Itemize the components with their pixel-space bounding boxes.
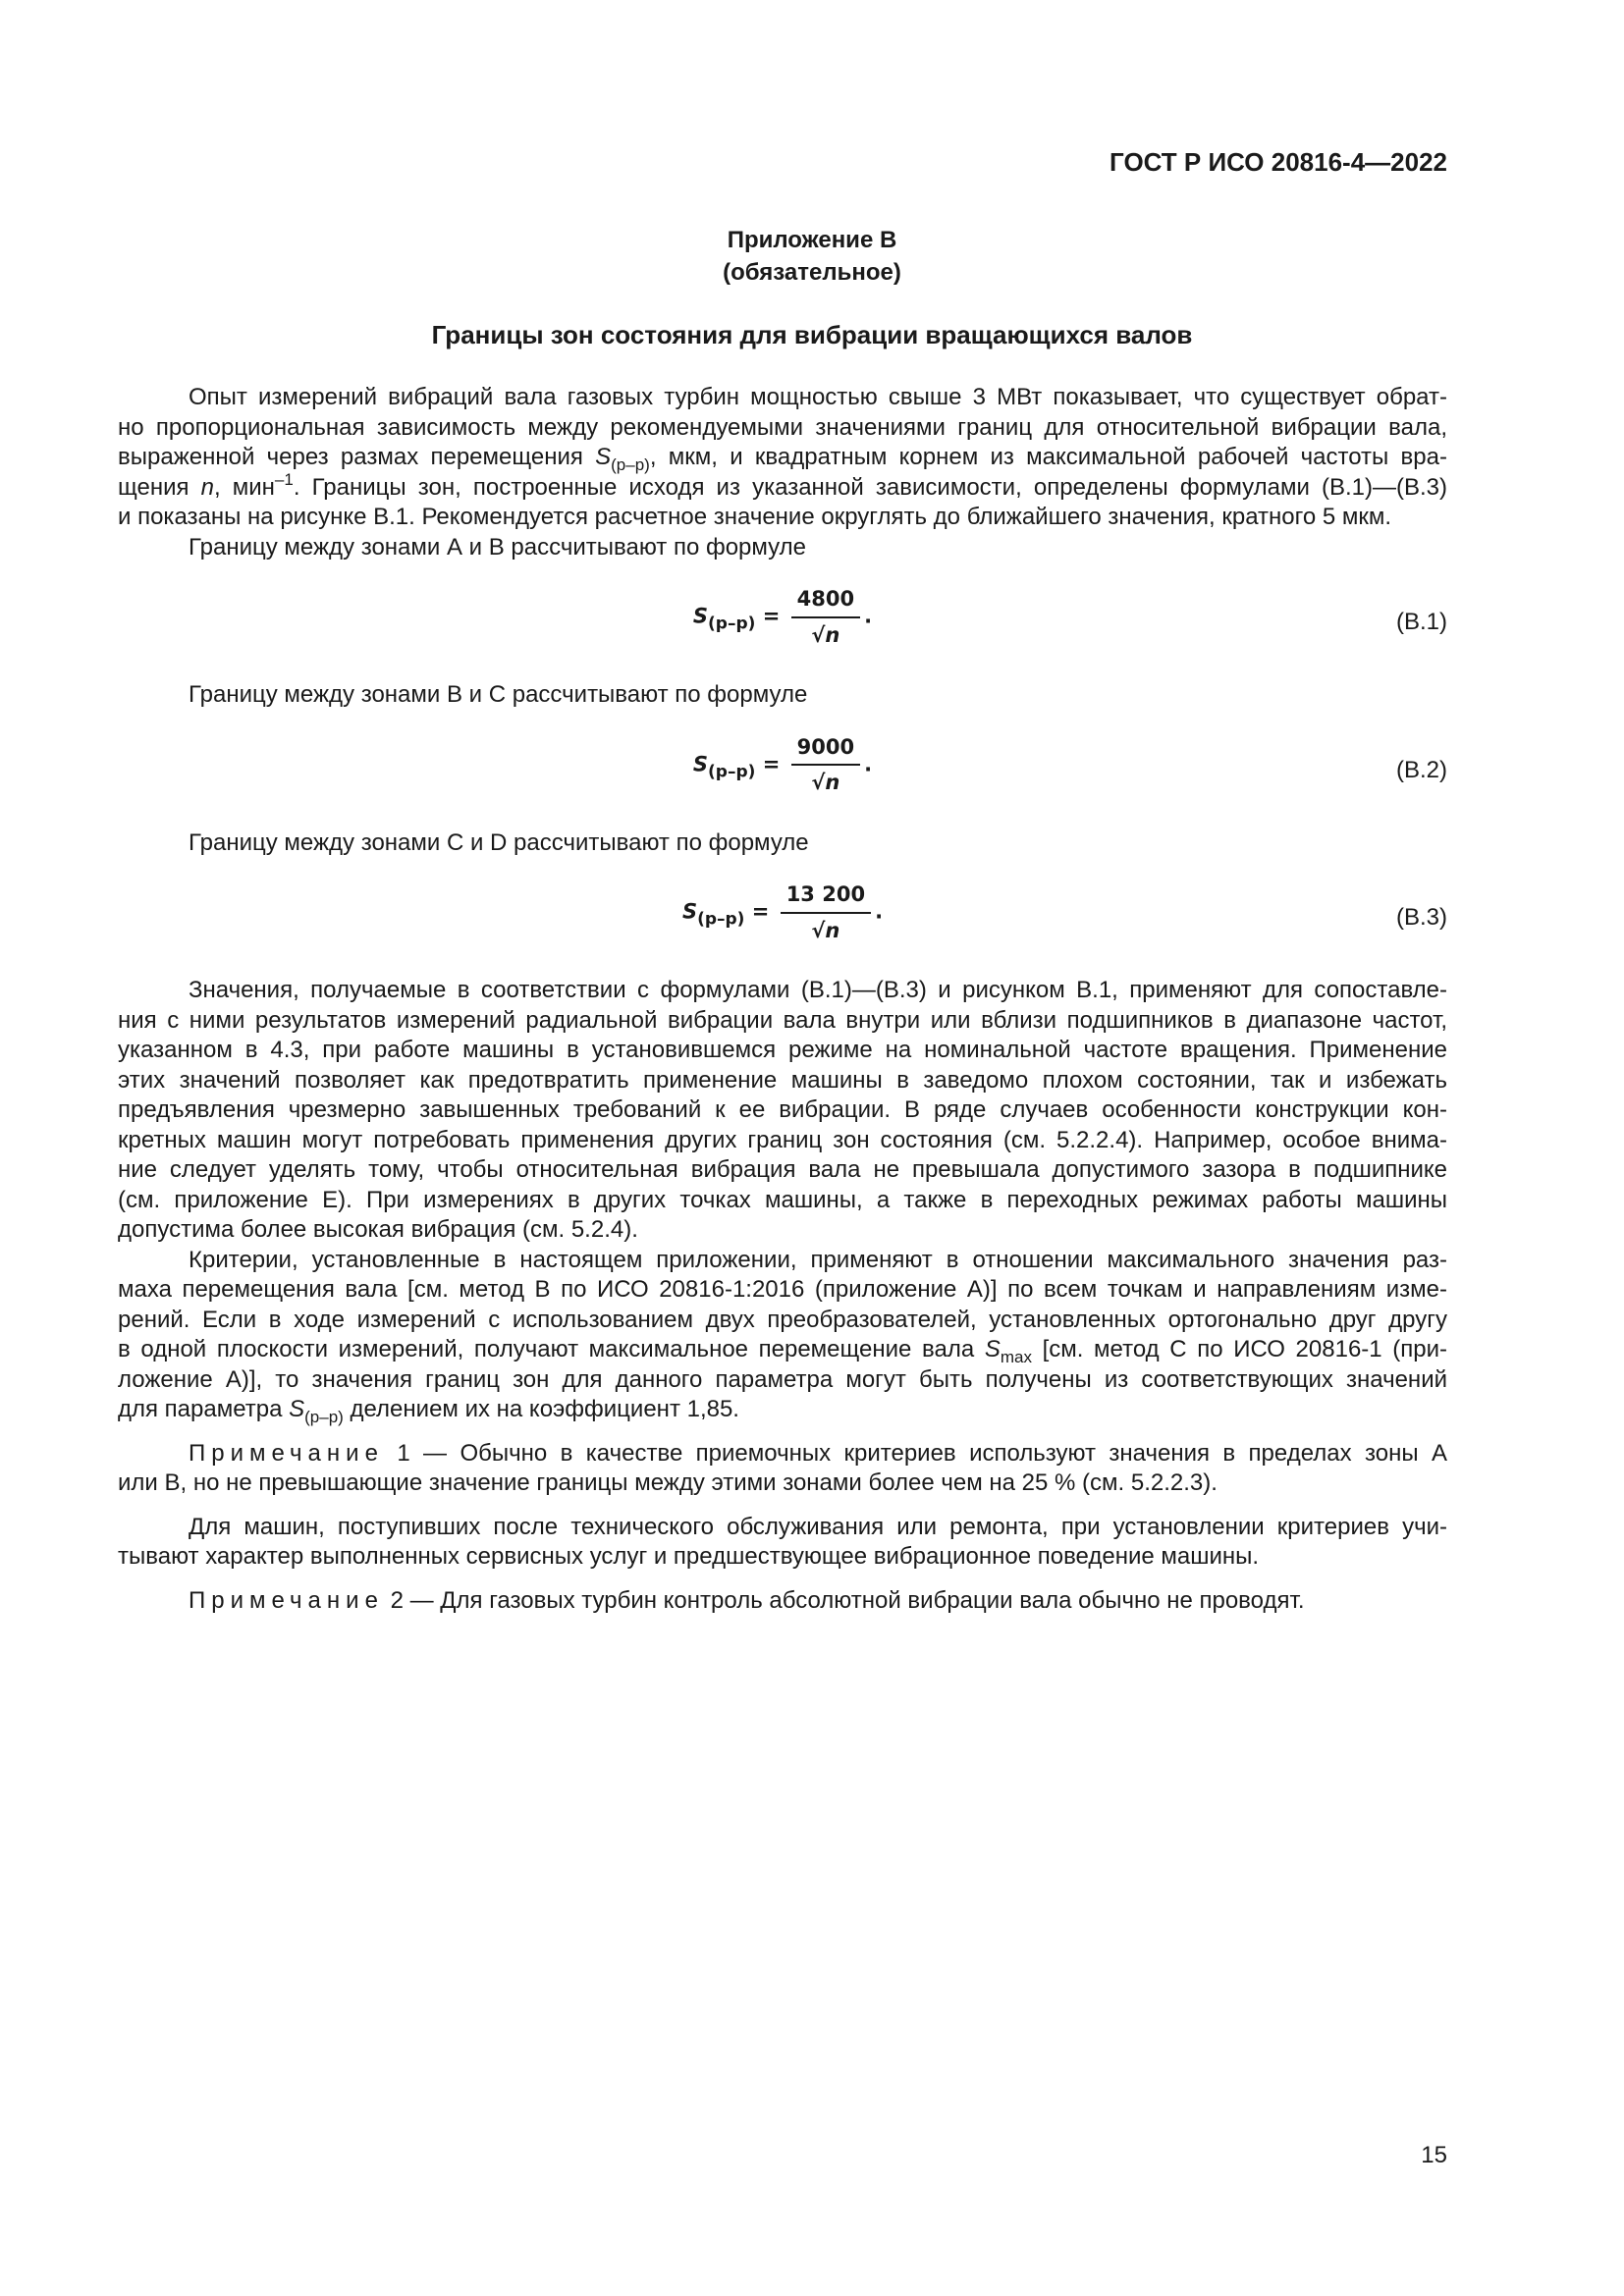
- text-line: предъявления чрезмерно завышенных требований к ее вибрации. В ряде случаев особенности конструкции кон-: [118, 1096, 1447, 1123]
- text-line: Для машин, поступивших после технического обслуживания или ремонта, при установлении критериев учи-: [189, 1513, 1447, 1540]
- fraction: $\frac{4800}{√n}$: [791, 584, 860, 650]
- intro-paragraph: [118, 383, 1447, 533]
- service-paragraph: [118, 1513, 1447, 1573]
- text-line: (см. приложение Е). При измерениях в других точках машины, а также в переходных режимах работы машины: [118, 1186, 1447, 1213]
- formula-b2: [118, 732, 1447, 811]
- formula-expression: $S_{(р-р)}$ = $\frac{4800}{√n}$ .: [118, 584, 1447, 650]
- formula-number: (В.1): [1395, 609, 1447, 635]
- appendix-label: Приложение В: [727, 227, 897, 253]
- text-line: ния с ними результатов измерений радиальной вибрации вала внутри или вблизи подшипников в диапазоне частот,: [118, 1006, 1447, 1034]
- text-line: Критерии, установленные в настоящем приложении, применяют в отношении максимального значения раз-: [189, 1246, 1447, 1273]
- appendix-heading: [0, 224, 1624, 289]
- note-1: [118, 1439, 1447, 1499]
- standard-id: ГОСТ Р ИСО 20816-4—2022: [1110, 147, 1447, 177]
- text-line: этих значений позволяет как предотвратить применение машины в заведомо плохом состоянии, так и избежать: [118, 1066, 1447, 1094]
- text-line: маха перемещения вала [см. метод В по ИСО 20816-1:2016 (приложение А)] по всем точкам и направлениям изме-: [118, 1276, 1447, 1303]
- text-line: щения n, мин$^{-1}$. Границы зон, построенные исходя из указанной зависимости, определены формулами (В.1)—(В.3): [118, 469, 1447, 501]
- fraction: $\frac{9000}{√n}$: [791, 732, 860, 798]
- text-line: кретных машин могут потребовать применения других границ зон состояния (см. 5.2.2.4). Например, особое внима-: [118, 1126, 1447, 1153]
- appendix-title: Границы зон состояния для вибрации вращающихся валов: [431, 320, 1193, 349]
- note-label: Примечание: [189, 1439, 384, 1467]
- appendix-status: (обязательное): [723, 259, 901, 286]
- text-line: или В, но не превышающие значение границы между этими зонами более чем на 25 % (см. 5.2.2.3).: [118, 1469, 1218, 1496]
- page-number: 15: [1421, 2142, 1447, 2168]
- text-line: допустима более высокая вибрация (см. 5.2.4).: [118, 1216, 638, 1243]
- text-line: Значения, получаемые в соответствии с формулами (В.1)—(В.3) и рисунком В.1, применяют для сопоставле-: [189, 977, 1447, 1003]
- text-line: Опыт измерений вибраций вала газовых турбин мощностью свыше 3 МВт показывает, что существует обрат-: [189, 384, 1447, 410]
- text-line: Примечание 1 — Обычно в качестве приемочных критериев используют значения в пределах зоны А: [189, 1439, 1447, 1467]
- note-2: [118, 1586, 1447, 1617]
- text-line: Примечание 2 — Для газовых турбин контроль абсолютной вибрации вала обычно не проводят.: [189, 1586, 1305, 1614]
- formula-expression: $S_{(р-р)}$ = $\frac{13 200}{√n}$ .: [118, 880, 1447, 945]
- text-line: ложение А)], то значения границ зон для данного параметра могут быть получены из соответствующих значений: [118, 1365, 1447, 1393]
- body-text: [118, 383, 1447, 1616]
- text-line: для параметра $S_{(р-р)}$ делением их на коэффициент 1,85.: [118, 1396, 739, 1426]
- text-line: и показаны на рисунке В.1. Рекомендуется расчетное значение округлять до ближайшего значения, кратного 5 мкм.: [118, 504, 1392, 530]
- formula-number: (В.2): [1395, 756, 1447, 783]
- text-line: тывают характер выполненных сервисных услуг и предшествующее вибрационное поведение машины.: [118, 1543, 1260, 1570]
- text-line: указанном в 4.3, при работе машины в установившемся режиме на номинальной частоте вращения. Применение: [118, 1037, 1447, 1063]
- text-line: в одной плоскости измерений, получают максимальное перемещение вала $S_{max}$ [см. метод С по ИСО 20816-1 (при-: [118, 1336, 1448, 1366]
- fraction: $\frac{13 200}{√n}$: [781, 880, 871, 945]
- note-label: Примечание: [189, 1586, 384, 1614]
- formula-lead: Границу между зонами А и В рассчитывают по формуле: [189, 533, 806, 561]
- text-line: ние следует уделять тому, чтобы относительная вибрация вала не превышала допустимого зазора в подшипнике: [118, 1156, 1447, 1183]
- formula-lead: Границу между зонами С и D рассчитывают по формуле: [189, 828, 809, 856]
- criteria-paragraph: [118, 1246, 1447, 1425]
- formula-b1: [118, 584, 1447, 663]
- formula-b3: [118, 880, 1447, 958]
- formula-lead: Границу между зонами В и С рассчитывают по формуле: [189, 681, 808, 708]
- values-paragraph: [118, 976, 1447, 1246]
- text-line: рений. Если в ходе измерений с использованием двух преобразователей, установленных ортогонально друг другу: [118, 1306, 1447, 1333]
- text-line: выраженной через размах перемещения $S_{(р-р)}$, мкм, и квадратным корнем из максимальной рабочей частоты вра-: [118, 444, 1447, 474]
- formula-number: (В.3): [1395, 904, 1447, 931]
- formula-expression: $S_{(р-р)}$ = $\frac{9000}{√n}$ .: [118, 732, 1447, 798]
- text-line: но пропорциональная зависимость между рекомендуемыми значениями границ для относительной вибрации вала,: [118, 413, 1447, 441]
